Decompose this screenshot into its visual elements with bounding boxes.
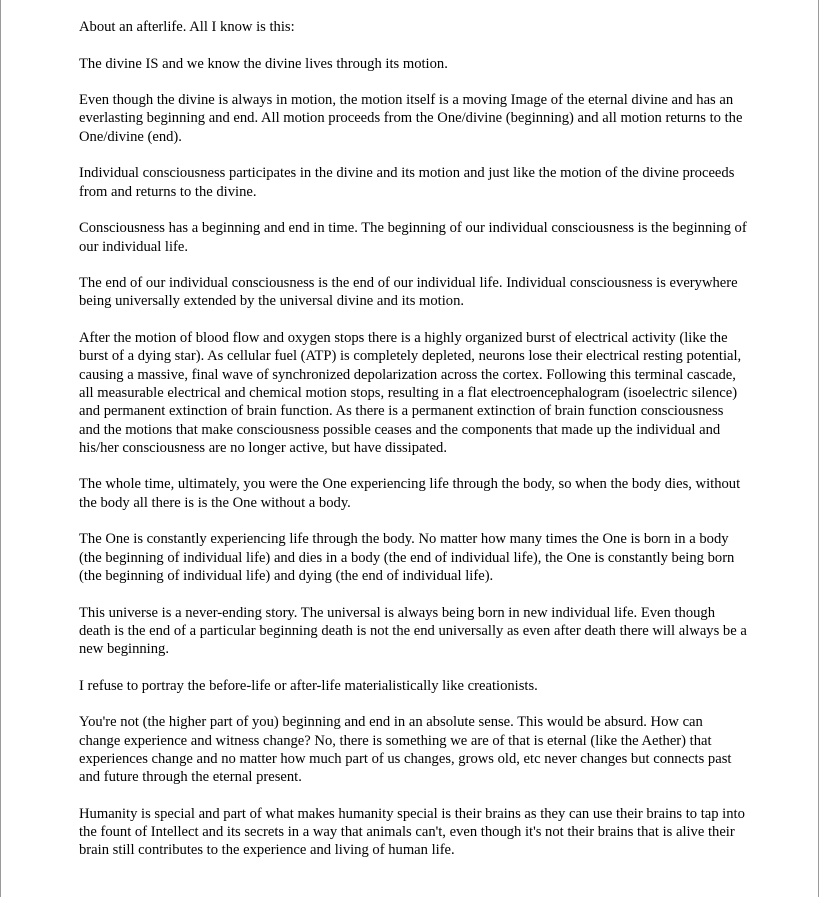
paragraph: Consciousness has a beginning and end in time. The beginning of our individual consciousness is the beginning of our individual life. xyxy=(79,220,747,255)
paragraph: The end of our individual consciousness is the end of our individual life. Individual consciousness is everywhere being universally extended by the universal divine and its motion. xyxy=(79,275,738,310)
paragraph: This universe is a never-ending story. The universal is always being born in new individual life. Even though death is the end of a particular beginning death is not the end universally as even after death there will always be a new beginning. xyxy=(79,604,747,658)
paragraph: After the motion of blood flow and oxygen stops there is a highly organized burst of electrical activity (like the burst of a dying star). As cellular fuel (ATP) is completely depleted, neurons lose their electrical resting potential, causing a massive, final wave of synchronized depolarization across the cortex. Following this terminal cascade, all measurable electrical and chemical motion stops, resulting in a flat electroencephalogram (isoelectric silence) and permanent extinction of brain function. As there is a permanent extinction of brain function consciousness and the motions that make consciousness possible ceases and the components that made up the individual and his/her consciousness are no longer active, but have dissipated. xyxy=(79,330,742,456)
document-body xyxy=(79,18,747,878)
paragraph: The whole time, ultimately, you were the One experiencing life through the body, so when the body dies, without the body all there is is the One without a body. xyxy=(79,476,741,511)
paragraph: Humanity is special and part of what makes humanity special is their brains as they can use their brains to tap into the fount of Intellect and its secrets in a way that animals can't, even though it's not their brains that is alive their brain still contributes to the experience and living of human life. xyxy=(79,805,745,859)
paragraph: You're not (the higher part of you) beginning and end in an absolute sense. This would be absurd. How can change experience and witness change? No, there is something we are of that is eternal (like the Aether) that experiences change and no matter how much part of us changes, grows old, etc never changes but connects past and future through the eternal present. xyxy=(79,714,732,786)
paragraph-intro: About an afterlife. All I know is this: xyxy=(79,19,295,35)
paragraph: I refuse to portray the before-life or after-life materialistically like creationists. xyxy=(79,677,538,694)
paragraph: Individual consciousness participates in the divine and its motion and just like the motion of the divine proceeds from and returns to the divine. xyxy=(79,165,735,200)
paragraph: Even though the divine is always in motion, the motion itself is a moving Image of the eternal divine and has an everlasting beginning and end. All motion proceeds from the One/divine (beginning) and all motion returns to the One/divine (end). xyxy=(79,92,743,145)
paragraph: The divine IS and we know the divine lives through its motion. xyxy=(79,55,448,72)
paragraph: The One is constantly experiencing life through the body. No matter how many times the One is born in a body (the beginning of individual life) and dies in a body (the end of individual life), the One is constantly being born (the beginning of individual life) and dying (the end of individual life). xyxy=(79,531,735,584)
